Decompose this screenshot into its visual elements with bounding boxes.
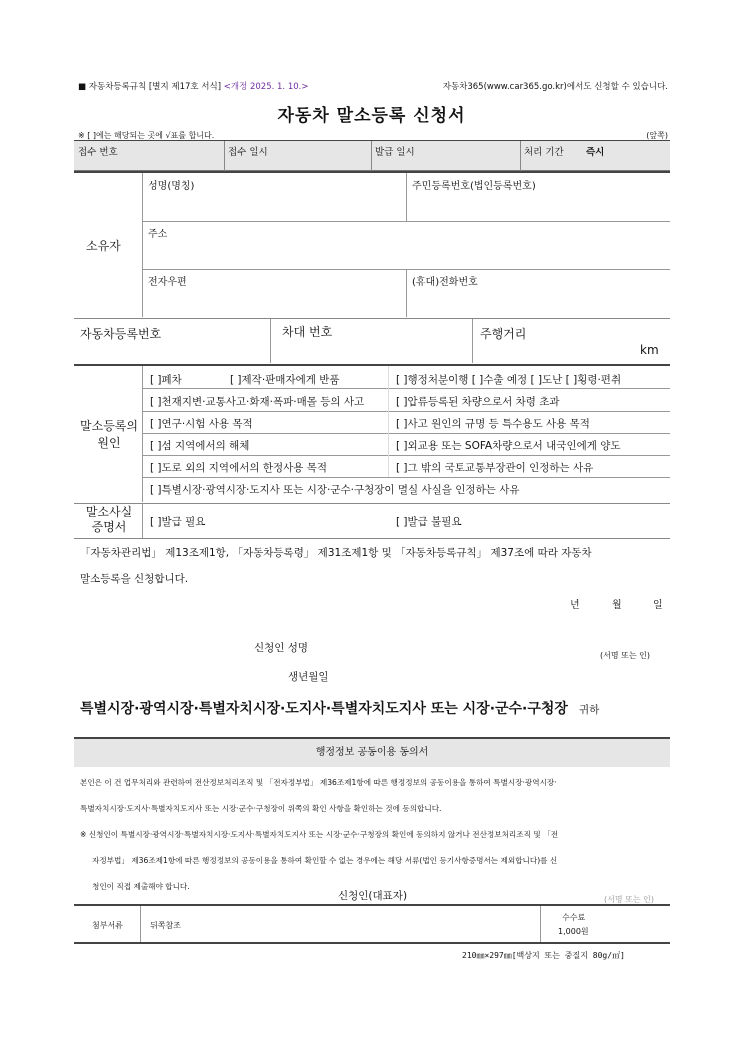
cause-offroad-use[interactable]: [ ]도로 외의 지역에서의 한정사용 목적 [150, 462, 328, 474]
certificate-noneed-option[interactable]: [ ]발급 불필요 [396, 516, 462, 528]
owner-section-label: 소유자 [86, 239, 121, 253]
paper-note: 210㎜×297㎜[백상지 또는 중질지 80g/㎡] [462, 951, 625, 960]
receipt-number-label: 접수 번호 [78, 147, 118, 158]
cause-diplomatic-transfer[interactable]: [ ]외교용 또는 SOFA차량으로서 내국인에게 양도 [396, 440, 621, 452]
receipt-date-label: 접수 일시 [228, 147, 268, 158]
owner-phone-label[interactable]: (휴대)전화번호 [412, 277, 478, 288]
applicant-name-label[interactable]: 신청인 성명 [254, 642, 309, 654]
certificate-label-line2: 증명서 [91, 520, 127, 534]
cause-seized-overage[interactable]: [ ]압류등록된 차량으로서 차령 초과 [396, 396, 560, 408]
consent-title: 행정정보 공동이용 동의서 [74, 739, 670, 767]
divider [142, 477, 670, 478]
consent-p1-line2: 특별자치시장·도지사·특별자치도지사 또는 시장·군수·구청장이 위쪽의 확인 사항을 확인하는 것에 동의합니다. [80, 804, 442, 813]
cause-returned-to-maker[interactable]: [ ]제작·판매자에게 반품 [230, 374, 340, 386]
form-ref-text: ■ 자동차등록규칙 [별지 제17호 서식] [78, 82, 222, 92]
addressee-suffix: 귀하 [579, 704, 600, 716]
sign-note: (서명 또는 인) [600, 651, 650, 660]
online-note: 자동차365(www.car365.go.kr)에서도 신청할 수 있습니다. [442, 82, 668, 92]
consent-p2-line3: 청인이 직접 제출해야 합니다. [92, 882, 190, 891]
vehicle-reg-number-label[interactable]: 자동차등록번호 [80, 327, 162, 341]
revision-text: <개정 2025. 1. 10.> [223, 82, 309, 92]
fee-label: 수수료 [562, 913, 586, 922]
vehicle-section [74, 319, 670, 363]
date-month[interactable]: 월 [612, 600, 622, 611]
consent-p2-line1: ※ 신청인이 특별시장·광역시장·특별자치시장·도지사·특별자치도지사 또는 시장·군수·구청장의 확인에 동의하지 않거나 전산정보처리조직 및 「전 [80, 830, 559, 839]
fee-value: 1,000원 [558, 927, 589, 936]
divider [406, 173, 407, 221]
divider [388, 366, 389, 477]
birth-date-label[interactable]: 생년월일 [288, 671, 329, 683]
divider [142, 504, 143, 538]
consent-applicant-label[interactable]: 신청인(대표자) [338, 890, 408, 902]
consent-sign-note: (서명 또는 인) [604, 895, 654, 904]
date-day[interactable]: 일 [653, 600, 663, 611]
owner-address-label[interactable]: 주소 [148, 229, 168, 240]
cause-loss-recognized[interactable]: [ ]특별시장·광역시장·도지사 또는 시장·군수·구청장이 멸실 사실을 인정하는 사유 [150, 484, 520, 496]
cause-special-use[interactable]: [ ]사고 원인의 규명 등 특수용도 사용 목적 [396, 418, 590, 430]
processing-period-label: 처리 기간 [524, 147, 564, 158]
causes-section-label [78, 418, 140, 452]
certificate-need-option[interactable]: [ ]발급 필요 [150, 516, 206, 528]
consent-body [80, 770, 670, 900]
divider [472, 319, 473, 363]
divider [140, 906, 141, 942]
owner-name-label[interactable]: 성명(명칭) [148, 181, 195, 192]
addressee-text: 특별시장·광역시장·특별자치시장·도지사·특별자치도지사 또는 시장·군수·구청장 [80, 701, 568, 717]
divider [142, 388, 670, 389]
divider [371, 141, 372, 171]
consent-p2-line2: 자정부법」 제36조제1항에 따른 행정정보의 공동이용을 통하여 확인할 수 없는 경우에는 해당 서류(법인 등기사항증명서는 제외합니다)를 신 [92, 856, 558, 865]
form-header [78, 80, 668, 92]
date-year[interactable]: 년 [570, 600, 580, 611]
causes-section [74, 366, 670, 502]
instructions: ※ [ ]에는 해당되는 곳에 √표를 합니다. [78, 131, 215, 140]
cause-accident[interactable]: [ ]천재지변·교통사고·화재·폭파·매몰 등의 사고 [150, 396, 365, 408]
mileage-unit: km [640, 343, 659, 357]
cause-scrapped[interactable]: [ ]폐차 [150, 374, 182, 386]
cause-island-dismantle[interactable]: [ ]섬 지역에서의 해체 [150, 440, 250, 452]
receipt-bar [74, 141, 670, 171]
attachments-label: 첨부서류 [92, 921, 123, 930]
divider [142, 433, 670, 434]
certificate-label-line1: 말소사실 [85, 505, 133, 519]
causes-label-line2: 원인 [97, 436, 121, 450]
causes-label-line1: 말소등록의 [80, 419, 138, 433]
divider [142, 411, 670, 412]
cause-other-approved[interactable]: [ ]그 밖의 국토교통부장관이 인정하는 사유 [396, 462, 594, 474]
certificate-label [78, 505, 140, 535]
section-border [74, 942, 670, 944]
divider [142, 455, 670, 456]
mileage-label[interactable]: 주행거리 [480, 327, 527, 341]
attachments-value: 뒤쪽참조 [150, 921, 181, 930]
statement [80, 540, 670, 592]
divider [142, 366, 143, 502]
side-note: (앞쪽) [646, 131, 668, 140]
divider [520, 141, 521, 171]
divider [142, 173, 143, 317]
processing-period-value: 즉시 [586, 147, 605, 158]
owner-id-label[interactable]: 주민등록번호(법인등록번호) [412, 181, 536, 192]
consent-p1-line1: 본인은 이 건 업무처리와 관련하여 전산정보처리조직 및 「전자정부법」 제36조제1항에 따른 행정정보의 공동이용을 통하여 특별시장·광역시장· [80, 778, 557, 787]
vin-label[interactable]: 차대 번호 [282, 325, 333, 339]
issue-date-label: 발급 일시 [375, 147, 415, 158]
page-title: 자동차 말소등록 신청서 [277, 106, 466, 126]
owner-email-label[interactable]: 전자우편 [148, 277, 187, 288]
form-reference [78, 80, 308, 92]
statement-line2: 말소등록을 신청합니다. [80, 573, 189, 585]
addressee [80, 698, 670, 718]
divider [270, 319, 271, 363]
divider [142, 221, 670, 222]
section-border [74, 538, 670, 539]
divider [540, 906, 541, 942]
owner-section [74, 173, 670, 317]
divider [406, 269, 407, 317]
divider [224, 141, 225, 171]
attachments-row [74, 906, 670, 942]
cause-admin-disposition[interactable]: [ ]행정처분이행 [ ]수출 예정 [ ]도난 [ ]횡령·편취 [396, 374, 622, 386]
statement-line1: 「자동차관리법」 제13조제1항, 「자동차등록령」 제31조제1항 및 「자동차등록규칙」 제37조에 따라 자동차 [80, 547, 592, 559]
certificate-section [74, 504, 670, 538]
cause-research[interactable]: [ ]연구·시험 사용 목적 [150, 418, 253, 430]
